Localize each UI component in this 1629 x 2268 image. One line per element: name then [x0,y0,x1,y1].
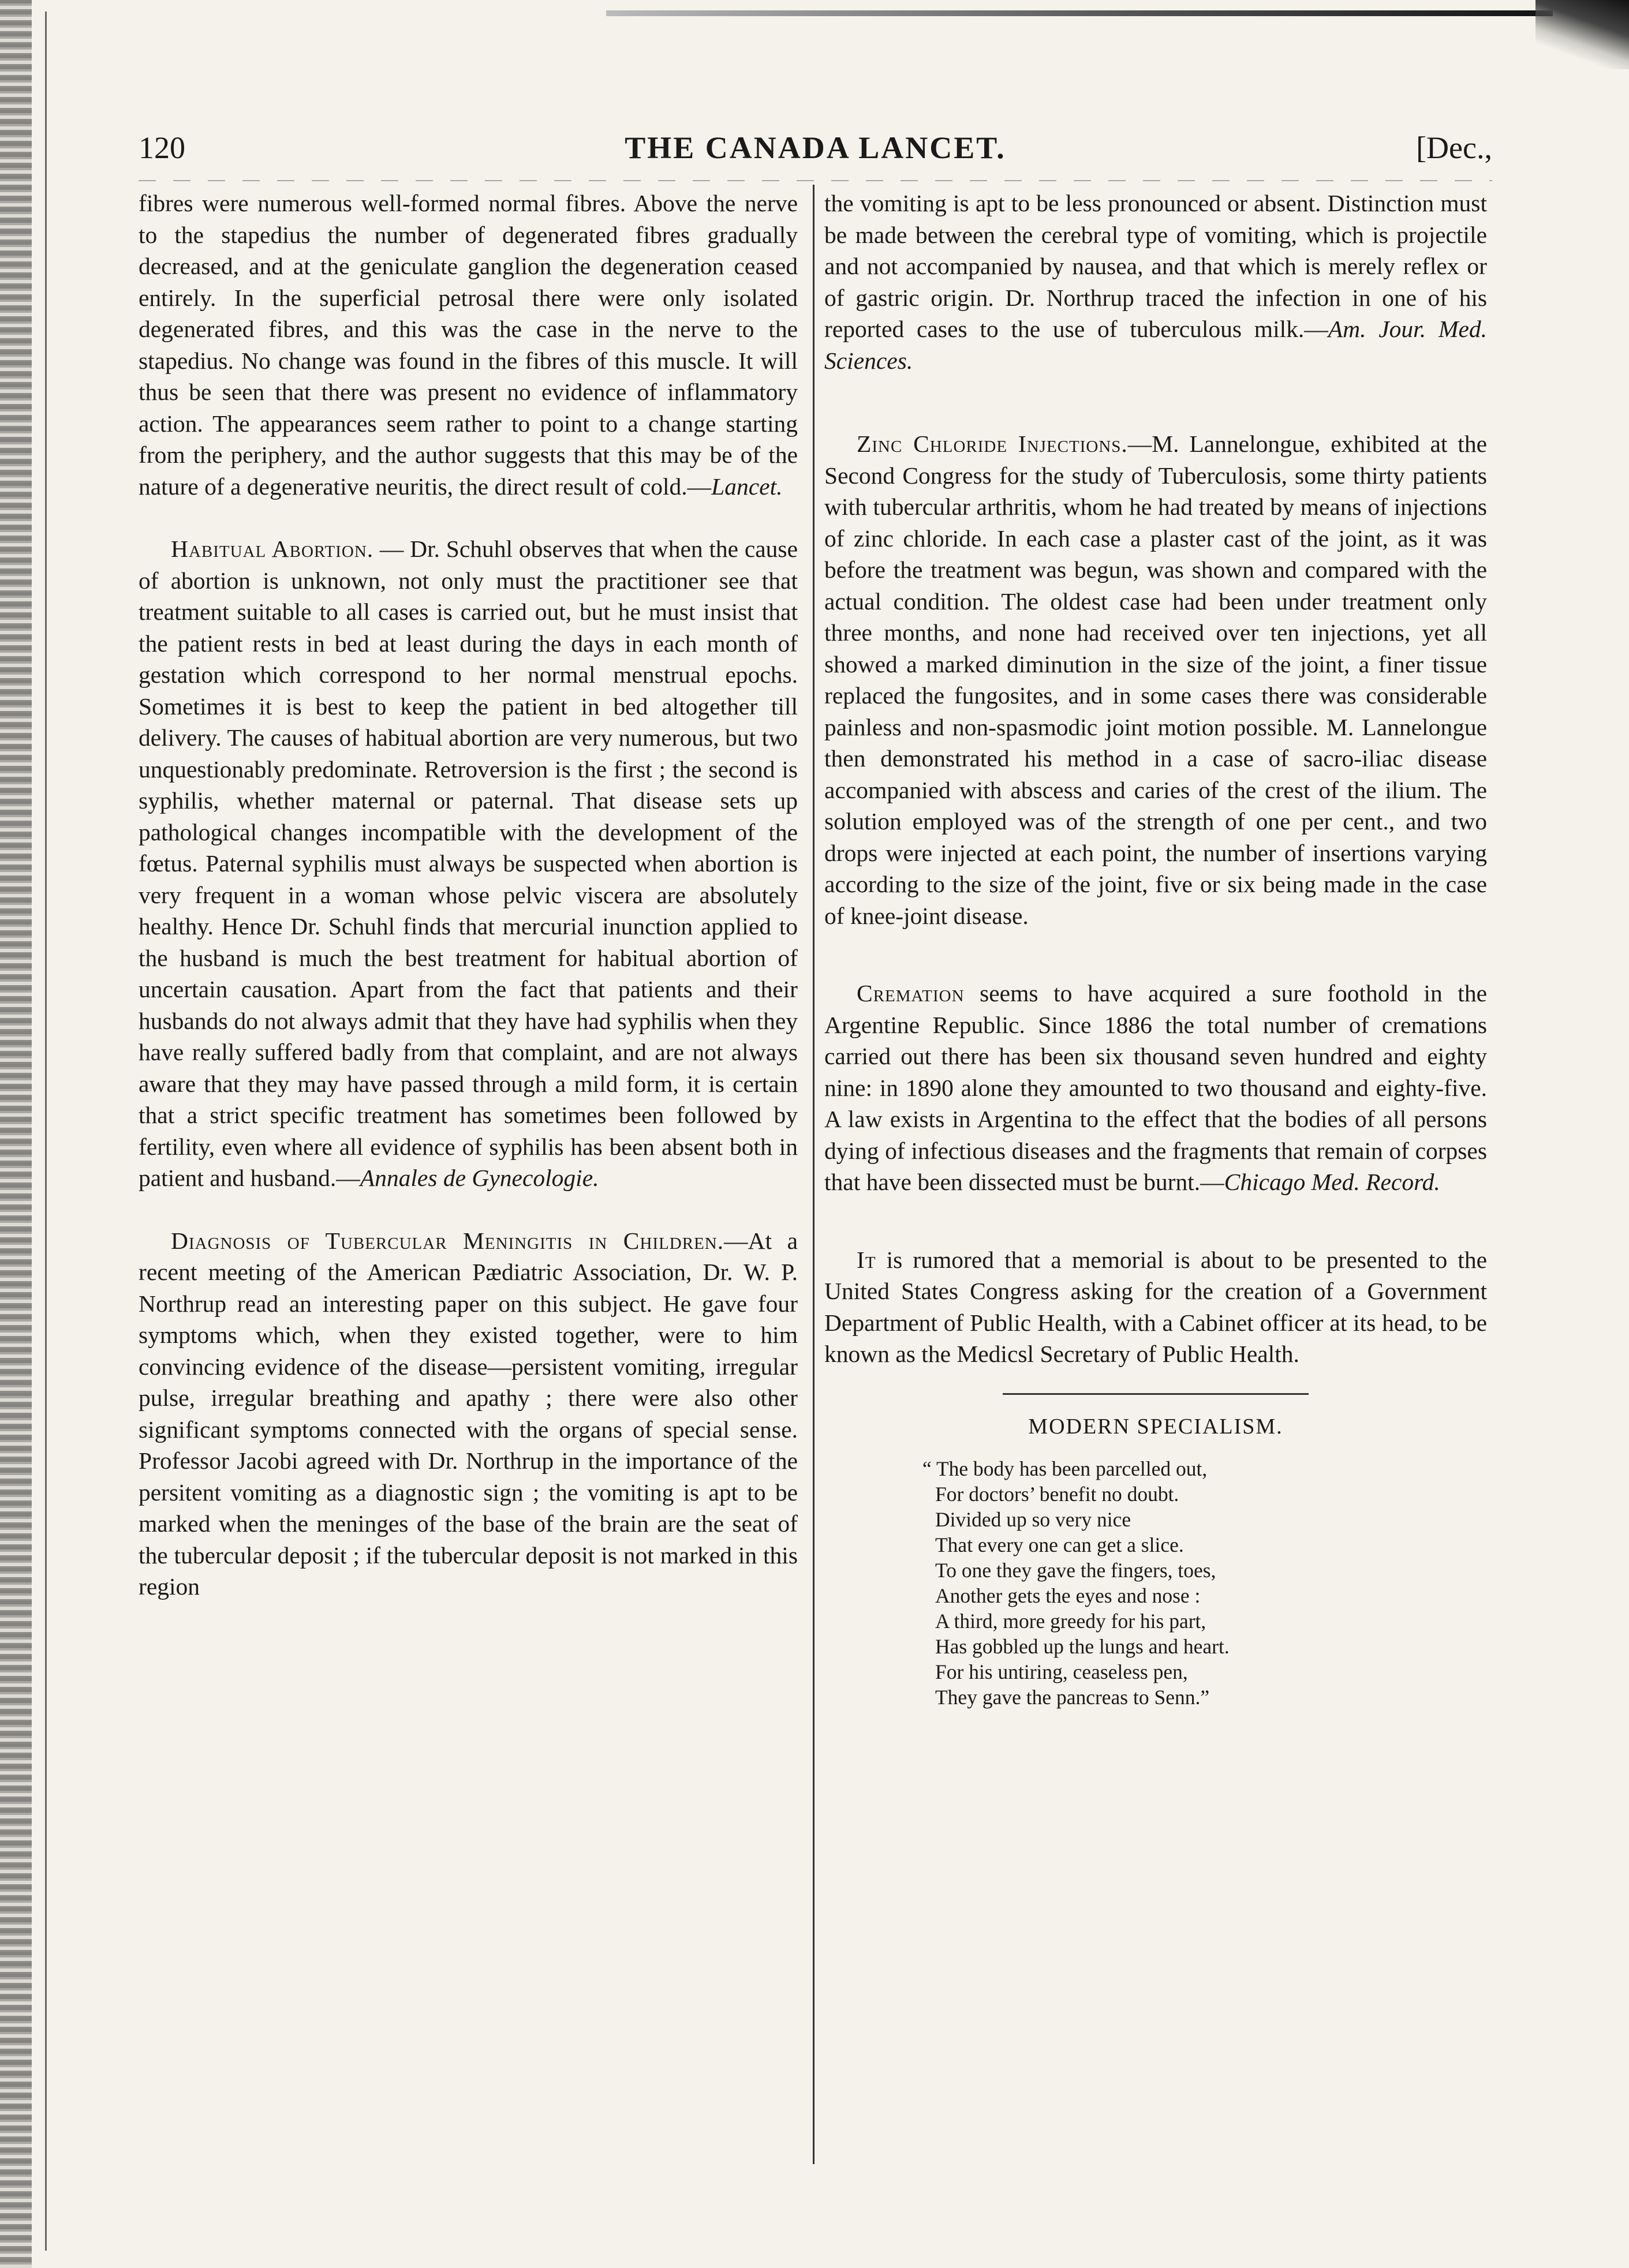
public-health-article: It is rumored that a memorial is about to be presented to the United States Congress asking for the creation of a Government Department of Public Health, with a Cabinet officer at its head, to be known as the Medicsl Secretary of Public Health. [824,1246,1487,1367]
article-heading: Cremation [857,980,965,1006]
citation: Lancet. [711,473,783,500]
article-heading: Diagnosis of Tubercular Meningitis in Children. [171,1227,724,1254]
citation: Chicago Med. Record. [1224,1169,1440,1195]
page-number: 120 [139,130,185,165]
poem-line: They gave the pancreas to Senn.” [935,1686,1210,1709]
left-continuation-paragraph: fibres were numerous well-formed normal fibres. Above the nerve to the stapedius the number of degenerated fibres gradually decreased, and at the geniculate ganglion the degeneration ceased entirely. In the superficial petrosal there were only isolated degenerated fibres, and this was the case in the nerve to the stapedius. No change was found in the fibres of this muscle. It will thus be seen that there was present no evidence of inflammatory action. The appearances seem rather to point to a change starting from the periphery, and the author suggests that this may be of the nature of a degenerative neuritis, the direct result of cold.—Lancet. [139,190,798,500]
zinc-chloride-article: Zinc Chloride Injections.—M. Lannelongue, exhibited at the Second Congress for the study of Tuberculosis, some thirty patients with tubercular arthritis, whom he had treated by means of injections of zinc chloride. In each case a plaster cast of the joint, as it was before the treatment was begun, was shown and compared with the actual condition. The oldest case had been under treatment only three months, and none had received over ten injections, yet all showed a marked diminution in the size of the joint, a finer tissue replaced the fungosites, and in some cases there was considerable painless and non-spasmodic joint motion possible. M. Lannelongue then demonstrated his method in a case of sacro-iliac disease accompanied with abscess and caries of the crest of the ilium. The solution employed was of the strength of one per cent., and two drops were injected at each point, the number of insertions varying according to the size of the joint, five or six being made in the case of knee-joint disease. [824,431,1487,929]
poem-line: Divided up so very nice [935,1508,1131,1531]
left-column [139,188,798,1603]
scan-corner-shadow [1535,0,1629,69]
poem-line: Has gobbled up the lungs and heart. [935,1635,1230,1658]
poem-title: MODERN SPECIALISM. [1028,1414,1283,1439]
section-rule [1003,1393,1309,1395]
header-rule [139,180,1492,181]
article-heading: It [857,1246,876,1273]
column-divider [813,185,814,2164]
scan-top-rule [606,10,1553,16]
cremation-article: Cremation seems to have acquired a sure foothold in the Argentine Republic. Since 1886 the total number of cremations carried out there has been six thousand seven hundred and eighty nine: in 1890 alone they amounted to two thousand and eighty-five. A law exists in Argentina to the effect that the bodies of all persons dying of infectious diseases and the fragments that remain of corpses that have been dissected must be burnt.—Chicago Med. Record. [824,980,1487,1195]
habitual-abortion-article: Habitual Abortion. — Dr. Schuhl observes that when the cause of abortion is unknown, not only must the practitioner see that treatment suitable to all cases is carried out, but he must insist that the patient rests in bed at least during the days in each month of gestation which correspond to her normal menstrual epochs. Sometimes it is best to keep the patient in bed altogether till delivery. The causes of habitual abortion are very numerous, but two unquestionably predominate. Retroversion is the first ; the second is syphilis, whether maternal or paternal. That disease sets up pathological changes incompatible with the development of the fœtus. Paternal syphilis must always be suspected when abortion is very frequent in a woman whose pelvic viscera are absolutely healthy. Hence Dr. Schuhl finds that mercurial inunction applied to the husband is much the best treatment for habitual abortion of uncertain causation. Apart from the fact that patients and their husbands do not always admit that they have had syphilis when they have really suffered badly from that complaint, and are not always aware that they may have passed through a mild form, it is certain that a strict specific treatment has sometimes been followed by fertility, even where all evidence of syphilis has been absent both in patient and husband.—Annales de Gynecologie. [139,536,798,1191]
right-continuation-paragraph: the vomiting is apt to be less pronounced or absent. Distinction must be made between the cerebral type of vomiting, which is projectile and not accompanied by nausea, and that which is merely reflex or of gastric origin. Dr. Northrup traced the infection in one of his reported cases to the use of tuberculous milk.—Am. Jour. Med. Sciences. [824,190,1487,374]
running-header [139,130,1492,176]
citation: Annales de Gynecologie. [360,1165,599,1191]
journal-title: THE CANADA LANCET. [625,130,1006,165]
poem-line: “ The body has been parcelled out, [922,1457,1208,1480]
scan-edge-line [45,12,47,2251]
poem-line: A third, more greedy for his part, [935,1610,1206,1633]
scan-binding-edge [0,0,32,2268]
article-heading: Zinc Chloride Injections. [857,431,1128,457]
poem-line: For his untiring, ceaseless pen, [935,1660,1188,1683]
tubercular-meningitis-article: Diagnosis of Tubercular Meningitis in Children.—At a recent meeting of the American Pædiatric Association, Dr. W. P. Northrup read an interesting paper on this subject. He gave four symptoms which, when they existed together, were to him convincing evidence of the disease—persistent vomiting, irregular pulse, irregular breathing and apathy ; there were also other significant symptoms connected with the organs of special sense. Professor Jacobi agreed with Dr. Northrup in the importance of the persitent vomiting as a diagnostic sign ; the vomiting is apt to be marked when the meninges of the base of the brain are the seat of the tubercular deposit ; if the tubercular deposit is not marked in this region [139,1227,798,1600]
poem-line: That every one can get a slice. [935,1533,1184,1556]
poem-line: To one they gave the fingers, toes, [935,1559,1216,1582]
article-heading: Habitual Abortion. [171,536,374,562]
poem [922,1456,1487,1710]
poem-line: Another gets the eyes and nose : [935,1584,1201,1607]
citation: Am. Jour. Med. Sciences. [824,316,1487,374]
poem-line: For doctors’ benefit no doubt. [935,1483,1179,1506]
right-column [824,188,1487,1710]
issue-date: [Dec., [1416,130,1492,165]
